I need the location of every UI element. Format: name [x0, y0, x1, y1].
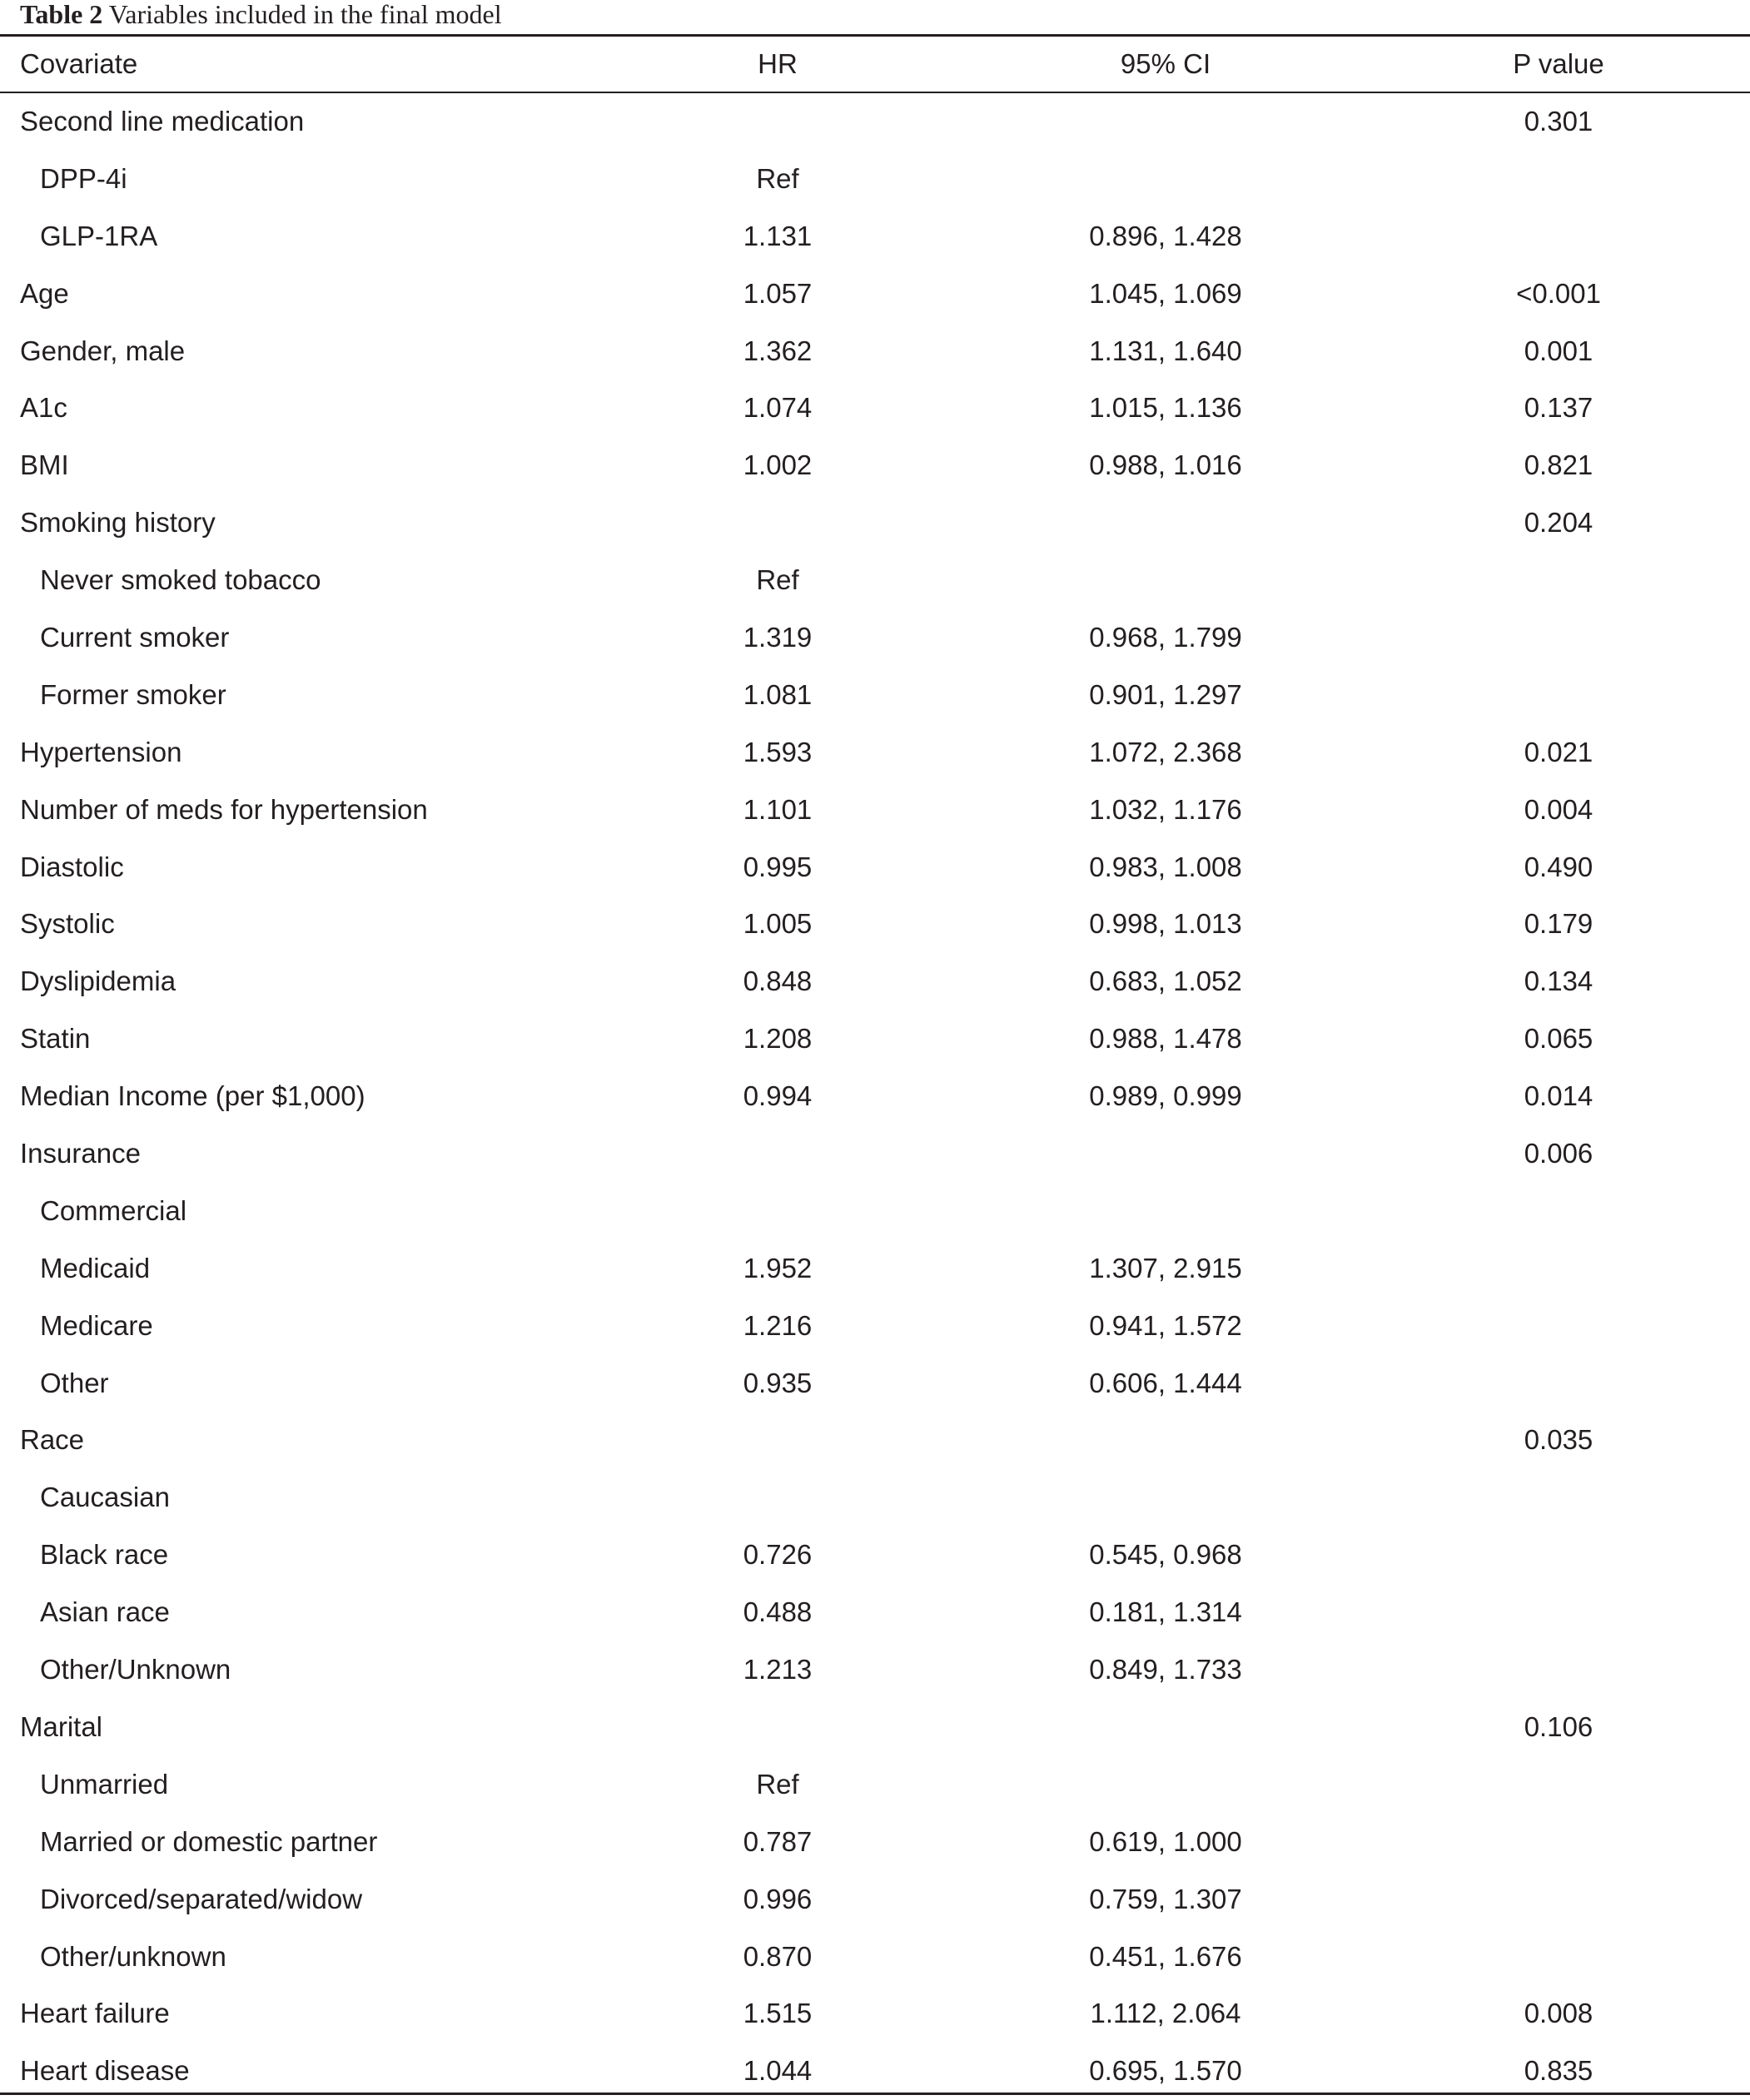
table-row — [0, 953, 1750, 1010]
table-row — [0, 208, 1750, 266]
cell-covariate: Race — [20, 1424, 85, 1456]
cell-p-value: 0.006 — [1524, 1138, 1593, 1169]
cell-ci: 1.045, 1.069 — [1089, 277, 1242, 309]
cell-p-value: 0.106 — [1524, 1710, 1593, 1742]
cell-hr: 1.515 — [743, 1998, 813, 2029]
cell-ci: 0.606, 1.444 — [1089, 1367, 1242, 1398]
cell-covariate: Number of meds for hypertension — [20, 793, 428, 825]
cell-hr: 1.952 — [743, 1252, 813, 1283]
cell-p-value: 0.008 — [1524, 1998, 1593, 2029]
cell-hr: 1.081 — [743, 678, 813, 710]
cell-ci: 1.307, 2.915 — [1089, 1252, 1242, 1283]
cell-covariate: Second line medication — [20, 106, 305, 137]
table-row — [0, 437, 1750, 494]
header-covariate: Covariate — [20, 48, 138, 79]
table-row — [0, 1412, 1750, 1469]
cell-covariate: Black race — [40, 1539, 169, 1571]
cell-p-value: 0.004 — [1524, 793, 1593, 825]
cell-ci: 0.759, 1.307 — [1089, 1883, 1242, 1914]
table-row — [0, 266, 1750, 323]
cell-hr: 1.319 — [743, 622, 813, 653]
cell-p-value: 0.014 — [1524, 1080, 1593, 1112]
cell-covariate: Never smoked tobacco — [40, 564, 321, 596]
cell-hr: 1.208 — [743, 1023, 813, 1055]
cell-p-value: 0.204 — [1524, 507, 1593, 539]
cell-covariate: Asian race — [40, 1596, 170, 1628]
cell-covariate: Medicare — [40, 1309, 153, 1341]
table-body — [0, 93, 1750, 2100]
table-row — [0, 494, 1750, 552]
cell-ci: 0.849, 1.733 — [1089, 1654, 1242, 1685]
table-row — [0, 1985, 1750, 2043]
cell-covariate: Other/unknown — [40, 1940, 226, 1972]
table-caption-title: Variables included in the final model — [108, 0, 502, 29]
cell-hr: Ref — [756, 1768, 799, 1800]
cell-covariate: Age — [20, 277, 69, 309]
table-row — [0, 1699, 1750, 1756]
cell-ci: 1.072, 2.368 — [1089, 736, 1242, 767]
cell-ci: 0.901, 1.297 — [1089, 678, 1242, 710]
table-row — [0, 2043, 1750, 2100]
cell-ci: 0.451, 1.676 — [1089, 1940, 1242, 1972]
table-header — [0, 37, 1750, 92]
cell-covariate: Commercial — [40, 1194, 187, 1226]
cell-p-value: 0.137 — [1524, 392, 1593, 424]
cell-hr: 1.044 — [743, 2055, 813, 2087]
cell-hr: Ref — [756, 564, 799, 596]
table-row — [0, 1068, 1750, 1125]
cell-hr: 1.213 — [743, 1654, 813, 1685]
cell-covariate: Heart disease — [20, 2055, 190, 2087]
table-row — [0, 896, 1750, 953]
cell-covariate: A1c — [20, 392, 67, 424]
cell-hr: 0.726 — [743, 1539, 813, 1571]
cell-covariate: Unmarried — [40, 1768, 169, 1800]
cell-p-value: 0.035 — [1524, 1424, 1593, 1456]
table-row — [0, 1641, 1750, 1699]
cell-ci: 0.998, 1.013 — [1089, 908, 1242, 940]
cell-hr: 1.074 — [743, 392, 813, 424]
cell-hr: 0.787 — [743, 1825, 813, 1857]
table-row — [0, 724, 1750, 782]
cell-p-value: 0.301 — [1524, 106, 1593, 137]
cell-ci: 0.968, 1.799 — [1089, 622, 1242, 653]
table-row — [0, 1871, 1750, 1929]
cell-covariate: Hypertension — [20, 736, 182, 767]
table-row — [0, 1756, 1750, 1814]
cell-hr: 1.057 — [743, 277, 813, 309]
cell-hr: 1.593 — [743, 736, 813, 767]
cell-hr: 0.870 — [743, 1940, 813, 1972]
cell-ci: 1.131, 1.640 — [1089, 335, 1242, 366]
cell-ci: 0.988, 1.478 — [1089, 1023, 1242, 1055]
cell-ci: 0.545, 0.968 — [1089, 1539, 1242, 1571]
cell-hr: 0.994 — [743, 1080, 813, 1112]
table-row — [0, 380, 1750, 437]
cell-p-value: 0.001 — [1524, 335, 1593, 366]
cell-ci: 0.983, 1.008 — [1089, 851, 1242, 882]
cell-ci: 0.619, 1.000 — [1089, 1825, 1242, 1857]
cell-covariate: Systolic — [20, 908, 115, 940]
table-row — [0, 1469, 1750, 1527]
cell-covariate: Marital — [20, 1710, 103, 1742]
header-ci: 95% CI — [1120, 48, 1211, 79]
table-row — [0, 1814, 1750, 1871]
cell-ci: 0.181, 1.314 — [1089, 1596, 1242, 1628]
table-row — [0, 151, 1750, 208]
table-row — [0, 1298, 1750, 1355]
table-caption-label: Table 2 — [20, 0, 103, 29]
cell-ci: 1.112, 2.064 — [1090, 1998, 1241, 2029]
table-caption — [20, 0, 502, 33]
cell-hr: 0.935 — [743, 1367, 813, 1398]
cell-p-value: 0.179 — [1524, 908, 1593, 940]
cell-hr: 1.362 — [743, 335, 813, 366]
cell-p-value: 0.490 — [1524, 851, 1593, 882]
cell-hr: 1.216 — [743, 1309, 813, 1341]
table-row — [0, 1527, 1750, 1584]
cell-hr: 0.996 — [743, 1883, 813, 1914]
cell-p-value: <0.001 — [1516, 277, 1601, 309]
cell-covariate: Heart failure — [20, 1998, 170, 2029]
cell-ci: 1.032, 1.176 — [1089, 793, 1242, 825]
table-row — [0, 1355, 1750, 1412]
cell-covariate: Divorced/separated/widow — [40, 1883, 363, 1914]
cell-p-value: 0.821 — [1524, 449, 1593, 481]
cell-p-value: 0.065 — [1524, 1023, 1593, 1055]
cell-hr: 0.488 — [743, 1596, 813, 1628]
cell-hr: 1.101 — [743, 793, 813, 825]
cell-covariate: Other — [40, 1367, 109, 1398]
cell-hr: 0.848 — [743, 966, 813, 997]
cell-covariate: Medicaid — [40, 1252, 151, 1283]
cell-covariate: GLP-1RA — [40, 220, 158, 251]
table-row — [0, 1010, 1750, 1068]
table-row — [0, 1183, 1750, 1240]
cell-hr: Ref — [756, 162, 799, 194]
cell-covariate: Gender, male — [20, 335, 186, 366]
table-row — [0, 1240, 1750, 1298]
cell-ci: 0.988, 1.016 — [1089, 449, 1242, 481]
cell-ci: 1.015, 1.136 — [1089, 392, 1242, 424]
cell-ci: 0.941, 1.572 — [1089, 1309, 1242, 1341]
cell-covariate: Diastolic — [20, 851, 124, 882]
cell-covariate: Current smoker — [40, 622, 230, 653]
cell-hr: 1.005 — [743, 908, 813, 940]
cell-covariate: Caucasian — [40, 1482, 170, 1513]
table-row — [0, 609, 1750, 667]
cell-covariate: Insurance — [20, 1138, 141, 1169]
table-row — [0, 667, 1750, 724]
table-row — [0, 552, 1750, 609]
table-row — [0, 1584, 1750, 1641]
cell-covariate: Former smoker — [40, 678, 226, 710]
table-row — [0, 93, 1750, 151]
cell-ci: 0.989, 0.999 — [1089, 1080, 1242, 1112]
cell-hr: 1.002 — [743, 449, 813, 481]
cell-covariate: Dyslipidemia — [20, 966, 176, 997]
cell-covariate: DPP-4i — [40, 162, 127, 194]
header-hr: HR — [758, 48, 798, 79]
cell-ci: 0.695, 1.570 — [1089, 2055, 1242, 2087]
cell-ci: 0.683, 1.052 — [1089, 966, 1242, 997]
cell-covariate: Statin — [20, 1023, 91, 1055]
cell-covariate: Median Income (per $1,000) — [20, 1080, 365, 1112]
cell-ci: 0.896, 1.428 — [1089, 220, 1242, 251]
cell-covariate: Smoking history — [20, 507, 216, 539]
header-p-value: P value — [1513, 48, 1604, 79]
table-row — [0, 1929, 1750, 1986]
cell-hr: 0.995 — [743, 851, 813, 882]
cell-covariate: BMI — [20, 449, 69, 481]
cell-p-value: 0.021 — [1524, 736, 1593, 767]
cell-p-value: 0.134 — [1524, 966, 1593, 997]
table-bottom-rule — [0, 2093, 1750, 2095]
table-row — [0, 1125, 1750, 1183]
cell-hr: 1.131 — [743, 220, 813, 251]
cell-covariate: Other/Unknown — [40, 1654, 231, 1685]
cell-covariate: Married or domestic partner — [40, 1825, 378, 1857]
cell-p-value: 0.835 — [1524, 2055, 1593, 2087]
table-row — [0, 839, 1750, 896]
table-row — [0, 323, 1750, 380]
table-row — [0, 782, 1750, 839]
